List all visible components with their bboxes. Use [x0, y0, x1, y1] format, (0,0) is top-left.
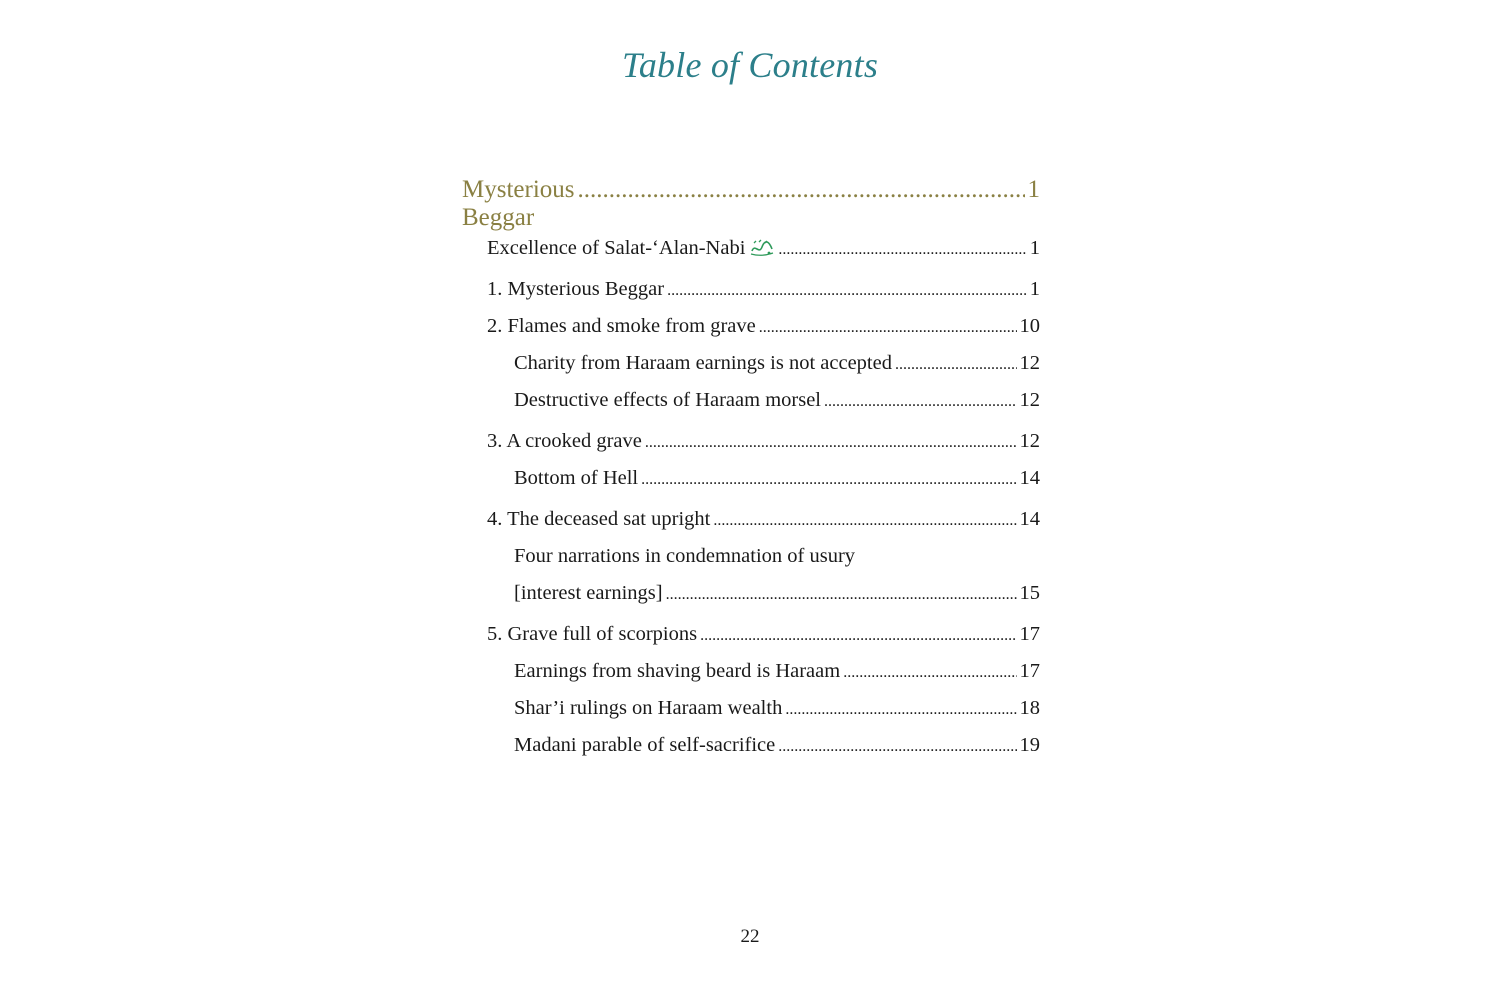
toc-subentry[interactable]	[462, 345, 1040, 382]
toc-chapter-row[interactable]	[462, 176, 1040, 231]
toc-entry-page: 1	[1029, 278, 1040, 300]
toc-entry-label: Earnings from shaving beard is Haraam	[514, 660, 841, 682]
page-title: Table of Contents	[621, 45, 879, 85]
toc-leader	[700, 616, 1016, 654]
toc-leader	[645, 423, 1017, 461]
toc-entry[interactable]	[462, 230, 1040, 267]
toc-entry[interactable]	[462, 501, 1040, 538]
toc-entry-label: Shar’i rulings on Haraam wealth	[514, 697, 783, 719]
toc-entry-label: Destructive effects of Haraam morsel	[514, 389, 821, 411]
toc-entry-label: 2. Flames and smoke from grave	[487, 315, 756, 337]
page-number: 22	[740, 926, 760, 947]
toc-entry[interactable]	[462, 308, 1040, 345]
toc-leader	[895, 345, 1017, 383]
toc-entry-label: 5. Grave full of scorpions	[487, 623, 698, 645]
toc-leader	[667, 271, 1027, 309]
toc-entry-label: Four narrations in condemnation of usury	[514, 545, 856, 567]
toc-leader	[785, 690, 1016, 728]
toc-entry[interactable]	[462, 616, 1040, 653]
toc-entry-label: 3. A crooked grave	[487, 430, 642, 452]
toc-entry-page: 12	[1019, 430, 1040, 452]
toc-entry-page: 10	[1019, 315, 1040, 337]
toc-subentry[interactable]	[462, 575, 1040, 612]
toc-entry-page: 17	[1019, 623, 1040, 645]
toc-subentry[interactable]	[462, 382, 1040, 419]
toc-entry-label: 4. The deceased sat upright	[487, 508, 711, 530]
toc-entry-page: 14	[1019, 467, 1040, 489]
toc-leader	[778, 727, 1016, 765]
toc-leader	[578, 176, 1025, 204]
toc-entry-label: Madani parable of self-sacrifice	[514, 734, 776, 756]
toc-entry-label: Charity from Haraam earnings is not accepted	[514, 352, 892, 374]
toc-leader	[824, 382, 1017, 420]
toc-entry-label: 1. Mysterious Beggar	[487, 278, 665, 300]
toc-entry-page: 14	[1019, 508, 1040, 530]
toc-entry-page: 12	[1019, 389, 1040, 411]
toc-entry[interactable]	[462, 423, 1040, 460]
toc-leader	[843, 653, 1016, 691]
toc-entry-label: [interest earnings]	[514, 582, 663, 604]
toc-chapter-label: Mysterious Beggar	[462, 176, 575, 231]
toc-leader	[641, 460, 1016, 498]
toc-entry-page: 15	[1019, 582, 1040, 604]
toc-entry-label: Bottom of Hell	[514, 467, 639, 489]
toc-entry-page: 19	[1019, 734, 1040, 756]
toc-entry-page: 12	[1019, 352, 1040, 374]
toc-subentry[interactable]	[462, 538, 1040, 575]
salat-calligraphy-icon	[749, 237, 775, 257]
toc-leader	[759, 308, 1017, 346]
toc-subentry[interactable]	[462, 690, 1040, 727]
toc-entry-page: 17	[1019, 660, 1040, 682]
toc-leader	[778, 230, 1026, 268]
toc-entry-label: Excellence of Salat-‘Alan-Nabi	[487, 237, 746, 259]
toc-subentry[interactable]	[462, 727, 1040, 764]
toc-subentry[interactable]	[462, 653, 1040, 690]
toc-entry-page: 18	[1019, 697, 1040, 719]
toc-leader	[713, 501, 1016, 539]
toc-leader	[666, 575, 1017, 613]
table-of-contents	[462, 176, 1040, 764]
toc-entry-page: 1	[1029, 237, 1040, 259]
toc-subentry[interactable]	[462, 460, 1040, 497]
toc-entry[interactable]	[462, 271, 1040, 308]
toc-chapter-page: 1	[1027, 176, 1040, 203]
